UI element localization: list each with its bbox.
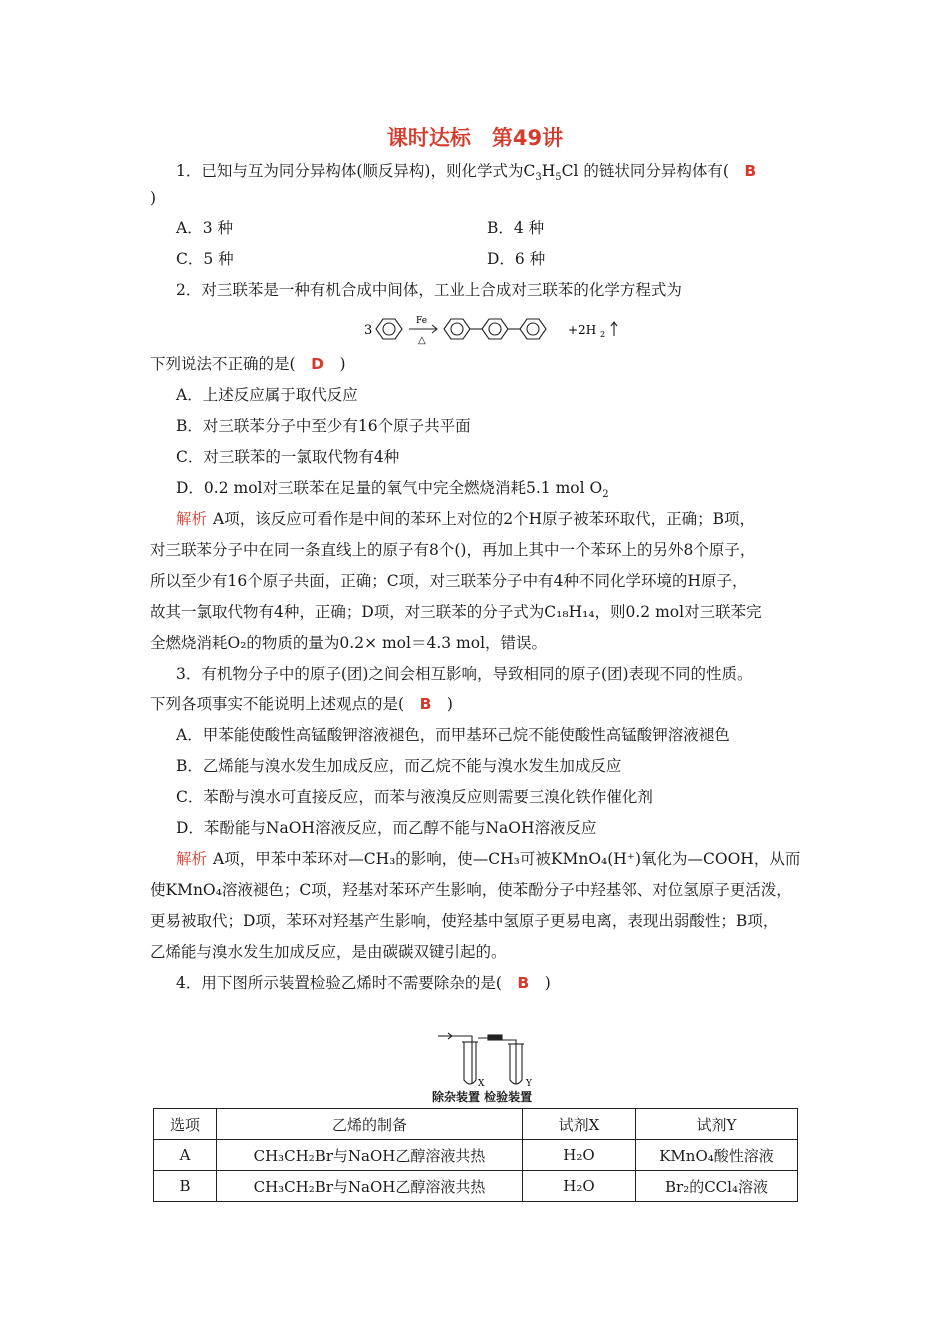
apparatus-caption: 除杂装置 检验装置 [432,1090,533,1104]
q2-answer: D [311,355,324,373]
q3-option-c: C．苯酚与溴水可直接反应，而苯与液溴反应则需要三溴化铁作催化剂 [176,788,653,806]
q3-analysis-line-1: 解析 A项，甲苯中苯环对—CH₃的影响，使—CH₃可被KMnO₄(H⁺)氧化为—COOH，从而 [176,850,801,868]
reaction-coefficient: 3 [364,323,373,338]
q2-option-a: A．上述反应属于取代反应 [176,386,358,404]
q3-stem-line-2: 下列各项事实不能说明上述观点的是( B ) [150,695,453,713]
reaction-condition: △ [418,335,426,346]
terphenyl-ring-3 [520,319,546,339]
reagent-y-label: Y [526,1079,532,1089]
washing-bottle-apparatus [430,1030,550,1090]
q1-option-a: A．3 种 [176,219,233,237]
reagent-x-label: X [478,1079,485,1089]
q3-option-a: A．甲苯能使酸性高锰酸钾溶液褪色，而甲基环己烷不能使酸性高锰酸钾溶液褪色 [176,726,730,744]
terphenyl-reaction-equation [360,312,630,346]
terphenyl-ring-1 [444,319,470,339]
q2-analysis-line-5: 全燃烧消耗O₂的物质的量为0.2× mol＝4.3 mol，错误。 [150,634,548,652]
q2-analysis-line-1: 解析 A项，该反应可看作是中间的苯环上对位的2个H原子被苯环取代，正确；B项， [176,510,755,528]
q1-option-b: B．4 种 [487,219,545,237]
table-row: B CH₃CH₂Br与NaOH乙醇溶液共热 H₂O Br₂的CCl₄溶液 [154,1171,798,1202]
reaction-byproduct: +2H [568,323,597,337]
q4-answer: B [517,974,530,992]
q1-option-d: D．6 种 [487,250,546,268]
q3-analysis-line-4: 乙烯能与溴水发生加成反应，是由碳碳双键引起的。 [150,943,507,961]
q3-analysis-label: 解析 [176,850,208,868]
q2-analysis-line-2: 对三联苯分子中在同一条直线上的原子有8个()，再加上其中一个苯环上的另外8个原子， [150,541,756,559]
svg-text:2: 2 [600,330,606,339]
q2-stem: 2．对三联苯是一种有机合成中间体，工业上合成对三联苯的化学方程式为 [176,281,682,299]
q1-option-c: C．5 种 [176,250,234,268]
terphenyl-ring-2 [482,319,508,339]
benzene-ring-reactant [376,319,402,339]
q1-answer: B [744,162,757,180]
q2-option-b: B．对三联苯分子中至少有16个原子共平面 [176,417,471,435]
benzene-aromatic-circle [383,323,395,335]
rubber-joint [488,1035,502,1040]
impurity-removal-tube [464,1042,476,1084]
reaction-catalyst: Fe [416,316,428,326]
q1-stem-close: ) [150,189,157,207]
q2-analysis-line-3: 所以至少有16个原子共面，正确；C项，对三联苯分子中有4种不同化学环境的H原子， [150,572,748,590]
page-title: 课时达标 第49讲 [386,126,564,150]
table-row: A CH₃CH₂Br与NaOH乙醇溶液共热 H₂O KMnO₄酸性溶液 [154,1140,798,1171]
q3-analysis-line-2: 使KMnO₄溶液褪色；C项，羟基对苯环产生影响，使苯酚分子中羟基邻、对位氢原子更活泼， [150,881,792,899]
q2-analysis-label: 解析 [176,510,208,528]
q3-answer: B [419,695,432,713]
q4-stem: 4．用下图所示装置检验乙烯时不需要除杂的是( B ) [176,974,551,992]
q2-option-c: C．对三联苯的一氯取代物有4种 [176,448,400,466]
table-header-row [154,1109,798,1140]
q1-stem: 1．已知与互为同分异构体(顺反异构)，则化学式为$C_3H_5Cl$ 的链状同分异构体有( B [176,162,757,184]
q2-option-d: D．0.2 mol对三联苯在足量的氧气中完全燃烧消耗5.1 mol $O_2$ [176,479,609,501]
q3-stem-line-1: 3．有机物分子中的原子(团)之间会相互影响，导致相同的原子(团)表现不同的性质。 [176,665,753,683]
q4-options-table [153,1108,798,1202]
header-reagent-y: 试剂Y [636,1109,798,1140]
q2-analysis-line-4: 故其一氯取代物有4种，正确；D项，对三联苯的分子式为C₁₈H₁₄，则0.2 mol对三联苯完 [150,603,762,621]
header-option: 选项 [154,1109,217,1140]
inlet-tube [452,1036,472,1084]
q2-prompt: 下列说法不正确的是( D ) [150,355,346,373]
header-preparation: 乙烯的制备 [217,1109,523,1140]
q3-option-b: B．乙烯能与溴水发生加成反应，而乙烷不能与溴水发生加成反应 [176,757,622,775]
q3-option-d: D．苯酚能与NaOH溶液反应，而乙醇不能与NaOH溶液反应 [176,819,597,837]
q3-analysis-line-3: 更易被取代；D项，苯环对羟基产生影响，使羟基中氢原子更易电离，表现出弱酸性；B项， [150,912,779,930]
header-reagent-x: 试剂X [523,1109,636,1140]
